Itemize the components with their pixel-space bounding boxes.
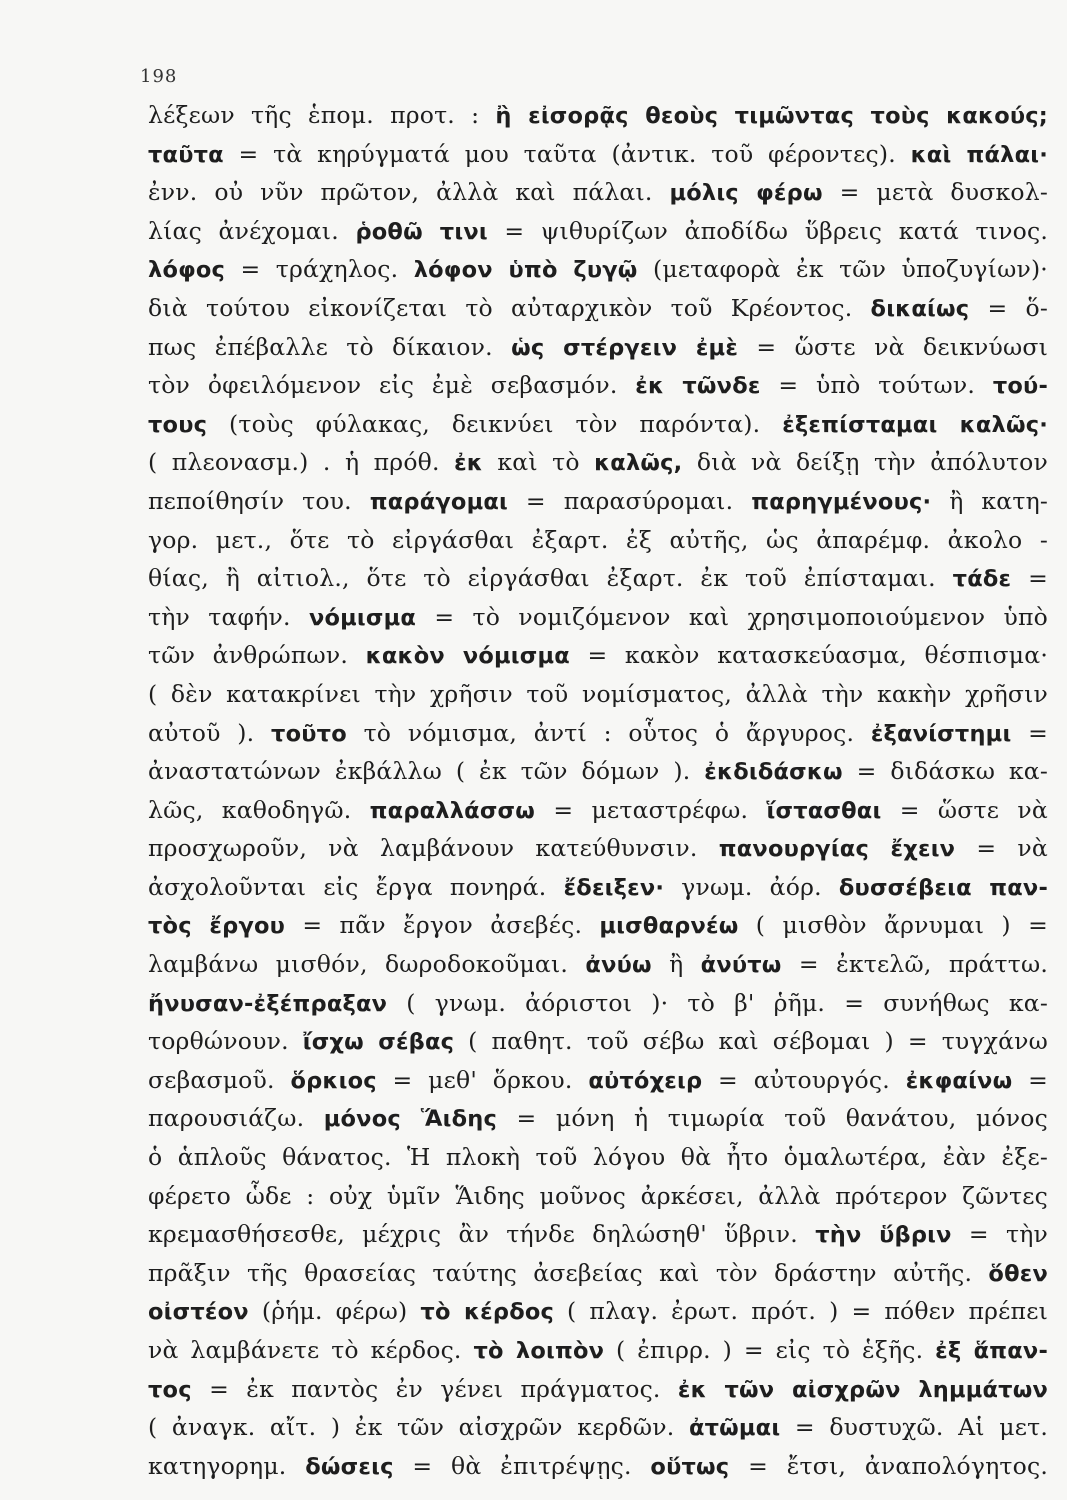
headword: τὸ κέρδος xyxy=(420,1299,555,1326)
gloss-text: παρουσιάζω. xyxy=(148,1104,324,1133)
gloss-text: ἐνν. οὐ νῦν πρῶτον, ἀλλὰ καὶ πάλαι. xyxy=(148,178,670,207)
text-line xyxy=(148,1215,1048,1254)
gloss-text: τὸ νόμισμα, ἀντί : οὗτος ὁ ἄργυρος. xyxy=(346,718,871,747)
headword: δυσσέβεια παν- xyxy=(838,874,1048,901)
gloss-text: πως ἐπέβαλλε τὸ δίκαιον. xyxy=(148,332,512,361)
headword: ἤνυσαν-ἐξέπραξαν xyxy=(148,990,388,1017)
text-line xyxy=(148,443,1048,482)
text-line xyxy=(148,1022,1048,1061)
gloss-text: = ὑπὸ τούτων. xyxy=(760,371,993,400)
gloss-text: διὰ νὰ δείξῃ τὴν ἀπόλυτον xyxy=(682,448,1048,477)
gloss-text: λῶς, καθοδηγῶ. xyxy=(148,795,370,824)
gloss-text: = ὅ- xyxy=(969,293,1048,322)
headword: ἢ εἰσορᾷς θεοὺς τιμῶντας τοὺς κακούς; xyxy=(495,103,1048,129)
gloss-text: = ἐκ παντὸς ἐν γένει πράγματος. xyxy=(191,1374,678,1403)
headword: ἀνύτω xyxy=(700,952,782,979)
text-line xyxy=(148,366,1048,405)
page-number: 198 xyxy=(140,66,178,87)
gloss-text: = θὰ ἐπιτρέψῃς. xyxy=(393,1451,651,1480)
text-line xyxy=(148,945,1048,984)
gloss-text: καὶ τὸ xyxy=(483,448,595,477)
gloss-text: = πᾶν ἔργον ἀσεβές. xyxy=(285,911,600,940)
headword: ὅρκιος xyxy=(290,1067,377,1094)
gloss-text: πεποίθησίν του. xyxy=(148,486,370,515)
headword: δώσεις xyxy=(305,1453,394,1480)
gloss-text: προσχωροῦν, νὰ λαμβάνουν κατεύθυνσιν. xyxy=(148,834,719,863)
text-line xyxy=(148,405,1048,444)
text-line xyxy=(148,1177,1048,1216)
headword: τάδε xyxy=(952,566,1012,593)
headword: οὕτως xyxy=(650,1453,730,1480)
headword: παρηγμένους· xyxy=(751,488,932,515)
text-line xyxy=(148,173,1048,212)
text-line xyxy=(148,482,1048,521)
gloss-text: = τράχηλος. xyxy=(225,255,414,284)
text-line xyxy=(148,559,1048,598)
gloss-text: ( παθητ. τοῦ σέβω καὶ σέβομαι ) = τυγχάνω xyxy=(454,1027,1048,1056)
headword: καλῶς, xyxy=(594,450,683,477)
gloss-text: κρεμασθήσεσθε, μέχρις ἂν τήνδε δηλώσηθ' ὕβριν. xyxy=(148,1220,816,1249)
gloss-text: = διδάσκω κα- xyxy=(842,757,1049,786)
text-line xyxy=(148,1331,1048,1370)
gloss-text: νὰ λαμβάνετε τὸ κέρδος. xyxy=(148,1336,474,1364)
gloss-text: = xyxy=(1011,564,1048,593)
gloss-text: (τοὺς φύλακας, δεικνύει τὸν παρόντα). xyxy=(207,409,783,438)
headword: ῥοθῶ τινι xyxy=(355,218,488,245)
gloss-text: γορ. μετ., ὅτε τὸ εἰργάσθαι ἐξαρτ. ἐξ αὐτῆς, ὡς ἀπαρέμφ. ἀκολο - xyxy=(148,525,1048,554)
gloss-text: ( ἐπιρρ. ) = εἰς τὸ ἑξῆς. xyxy=(604,1336,936,1364)
text-line xyxy=(148,1370,1048,1409)
gloss-text: αὐτοῦ ). xyxy=(148,718,272,747)
gloss-text: ( μισθὸν ἄρνυμαι ) = xyxy=(738,911,1048,940)
headword: τοῦτο xyxy=(271,720,347,747)
headword: τὸς ἔργου xyxy=(148,913,286,940)
gloss-text: φέρετο ὧδε : οὐχ ὑμῖν Ἅιδης μοῦνος ἀρκέσει, ἀλλὰ πρότερον ζῶντες xyxy=(148,1181,1048,1210)
gloss-text: ( πλεονασμ.) . ἡ πρόθ. xyxy=(148,448,455,477)
gloss-text: = τὸ νομιζόμενον καὶ χρησιμοποιούμενον ὑπὸ xyxy=(416,602,1048,631)
headword: τους xyxy=(148,411,208,438)
gloss-text: = αὐτουργός. xyxy=(702,1065,906,1094)
headword: ἐκ τῶν αἰσχρῶν λημμάτων xyxy=(677,1376,1048,1403)
text-line xyxy=(148,1447,1048,1486)
gloss-text: τῶν ἀνθρώπων. xyxy=(148,641,366,670)
gloss-text: = μεταστρέφω. xyxy=(535,795,767,824)
headword: τὴν ὕβριν xyxy=(815,1222,952,1249)
gloss-text: λίας ἀνέχομαι. xyxy=(148,216,356,245)
gloss-text: (ῥήμ. φέρω) xyxy=(248,1297,421,1326)
gloss-text: λαμβάνω μισθόν, δωροδοκοῦμαι. xyxy=(148,950,586,979)
headword: μόνος Ἅιδης xyxy=(323,1106,498,1133)
headword: παραλλάσσω xyxy=(369,797,536,824)
headword: μόλις φέρω xyxy=(669,180,823,207)
headword: ἵστασθαι xyxy=(766,797,882,824)
gloss-text: (μεταφορὰ ἐκ τῶν ὑποζυγίων)· xyxy=(637,255,1048,284)
headword: ἀτῶμαι xyxy=(688,1415,781,1442)
text-line xyxy=(148,636,1048,675)
text-line xyxy=(148,1292,1048,1331)
headword: οἰστέον xyxy=(148,1299,249,1326)
headword: τὸ λοιπὸν xyxy=(473,1338,605,1364)
gloss-text: = xyxy=(1011,718,1048,747)
headword: ἐκφαίνω xyxy=(905,1067,1013,1094)
text-line xyxy=(148,1254,1048,1293)
text-line xyxy=(148,714,1048,753)
gloss-text: = τὴν xyxy=(951,1220,1048,1249)
gloss-text: = ἐκτελῶ, πράττω. xyxy=(781,950,1048,979)
gloss-text: = ἔτσι, ἀναπολόγητος. xyxy=(729,1451,1049,1480)
gloss-text: διὰ τούτου εἰκονίζεται τὸ αὐταρχικὸν τοῦ Κρέοντος. xyxy=(148,293,871,322)
headword: μισθαρνέω xyxy=(599,913,739,940)
text-line xyxy=(148,250,1048,289)
headword: ἐξεπίσταμαι καλῶς· xyxy=(782,411,1048,438)
gloss-text: τὸν ὀφειλόμενον εἰς ἐμὲ σεβασμόν. xyxy=(148,371,636,400)
gloss-text: τορθώνουν. xyxy=(148,1027,303,1056)
gloss-text: πρᾶξιν τῆς θρασείας ταύτης ἀσεβείας καὶ τὸν δράστην αὐτῆς. xyxy=(148,1258,989,1287)
gloss-text: ( πλαγ. ἐρωτ. πρότ. ) = πόθεν πρέπει xyxy=(554,1297,1048,1326)
headword: παράγομαι xyxy=(369,488,508,515)
text-line xyxy=(148,1138,1048,1177)
headword: τού- xyxy=(992,373,1048,400)
headword: καὶ πάλαι· xyxy=(910,141,1048,168)
glossary-text xyxy=(148,96,1048,1485)
text-line xyxy=(148,906,1048,945)
text-line xyxy=(148,829,1048,868)
headword: ἐξανίστημι xyxy=(870,720,1012,747)
gloss-text: τὴν ταφήν. xyxy=(148,602,309,631)
headword: ἴσχω σέβας xyxy=(302,1029,455,1056)
headword: πανουργίας ἔχειν xyxy=(718,836,956,863)
gloss-text: = μετὰ δυσκολ- xyxy=(822,178,1048,207)
gloss-text: = μόνη ἡ τιμωρία τοῦ θανάτου, μόνος xyxy=(497,1104,1048,1133)
text-line xyxy=(148,289,1048,328)
headword: ὡς στέργειν ἐμὲ xyxy=(511,334,739,361)
text-line xyxy=(148,984,1048,1023)
gloss-text: ἢ κατη- xyxy=(931,486,1048,515)
headword: τος xyxy=(148,1376,192,1403)
headword: ἐξ ἅπαν- xyxy=(935,1338,1048,1364)
text-line xyxy=(148,1408,1048,1447)
gloss-text: σεβασμοῦ. xyxy=(148,1065,291,1094)
gloss-text: = νὰ xyxy=(955,834,1048,863)
gloss-text: ὁ ἁπλοῦς θάνατος. Ἡ πλοκὴ τοῦ λόγου θὰ ἦτο ὁμαλωτέρα, ἐὰν ἐξε- xyxy=(148,1143,1048,1172)
gloss-text: = μεθ' ὅρκου. xyxy=(376,1065,589,1094)
headword: λόφος xyxy=(148,257,226,284)
headword: αὐτόχειρ xyxy=(588,1067,703,1094)
headword: λόφον ὑπὸ ζυγῷ xyxy=(413,257,638,284)
headword: κακὸν νόμισμα xyxy=(365,643,570,670)
gloss-text: = ὥστε νὰ δεικνύωσι xyxy=(738,332,1048,361)
text-line xyxy=(148,212,1048,251)
gloss-text: ( ἀναγκ. αἴτ. ) ἐκ τῶν αἰσχρῶν κερδῶν. xyxy=(148,1413,689,1442)
gloss-text: = δυστυχῶ. Αἱ μετ. xyxy=(780,1413,1048,1442)
headword: νόμισμα xyxy=(308,604,417,631)
gloss-text: ἀναστατώνων ἐκβάλλω ( ἐκ τῶν δόμων ). xyxy=(148,757,705,786)
text-line xyxy=(148,1061,1048,1100)
gloss-text: = κακὸν κατασκεύασμα, θέσπισμα· xyxy=(569,641,1048,670)
gloss-text: γνωμ. ἀόρ. xyxy=(664,872,839,901)
headword: ἐκ xyxy=(454,450,483,477)
headword: ταῦτα xyxy=(148,141,224,168)
text-line xyxy=(148,1099,1048,1138)
gloss-text: = τὰ κηρύγματά μου ταῦτα (ἀντικ. τοῦ φέροντες). xyxy=(223,139,911,168)
headword: ἔδειξεν· xyxy=(563,874,665,901)
gloss-text: = παρασύρομαι. xyxy=(507,486,752,515)
text-line xyxy=(148,598,1048,637)
gloss-text: ( δὲν κατακρίνει τὴν χρῆσιν τοῦ νομίσματος, ἀλλὰ τὴν κακὴν χρῆσιν xyxy=(148,679,1048,708)
gloss-text: ἀσχολοῦνται εἰς ἔργα πονηρά. xyxy=(148,872,564,901)
headword: ἐκδιδάσκω xyxy=(704,759,843,786)
text-line xyxy=(148,675,1048,714)
headword: ἐκ τῶνδε xyxy=(635,373,761,400)
gloss-text: κατηγορημ. xyxy=(148,1451,306,1480)
text-line xyxy=(148,752,1048,791)
headword: ὅθεν xyxy=(988,1260,1048,1287)
headword: δικαίως xyxy=(870,295,970,322)
gloss-text: = xyxy=(1012,1065,1048,1094)
gloss-text: = ὥστε νὰ xyxy=(881,795,1048,824)
text-line xyxy=(148,868,1048,907)
gloss-text: λέξεων τῆς ἑπομ. προτ. : xyxy=(148,101,496,129)
headword: ἀνύω xyxy=(585,952,652,979)
gloss-text: ( γνωμ. ἀόριστοι )· τὸ β' ῥῆμ. = συνήθως κα- xyxy=(387,988,1048,1017)
gloss-text: ἢ xyxy=(651,950,701,979)
text-line xyxy=(148,791,1048,830)
text-line xyxy=(148,135,1048,174)
text-line xyxy=(148,521,1048,560)
gloss-text: = ψιθυρίζων ἀποδίδω ὕβρεις κατά τινος. xyxy=(487,216,1049,245)
gloss-text: θίας, ἢ αἰτιολ., ὅτε τὸ εἰργάσθαι ἐξαρτ. ἐκ τοῦ ἐπίσταμαι. xyxy=(148,564,953,593)
text-line xyxy=(148,328,1048,367)
text-line xyxy=(148,96,1048,135)
